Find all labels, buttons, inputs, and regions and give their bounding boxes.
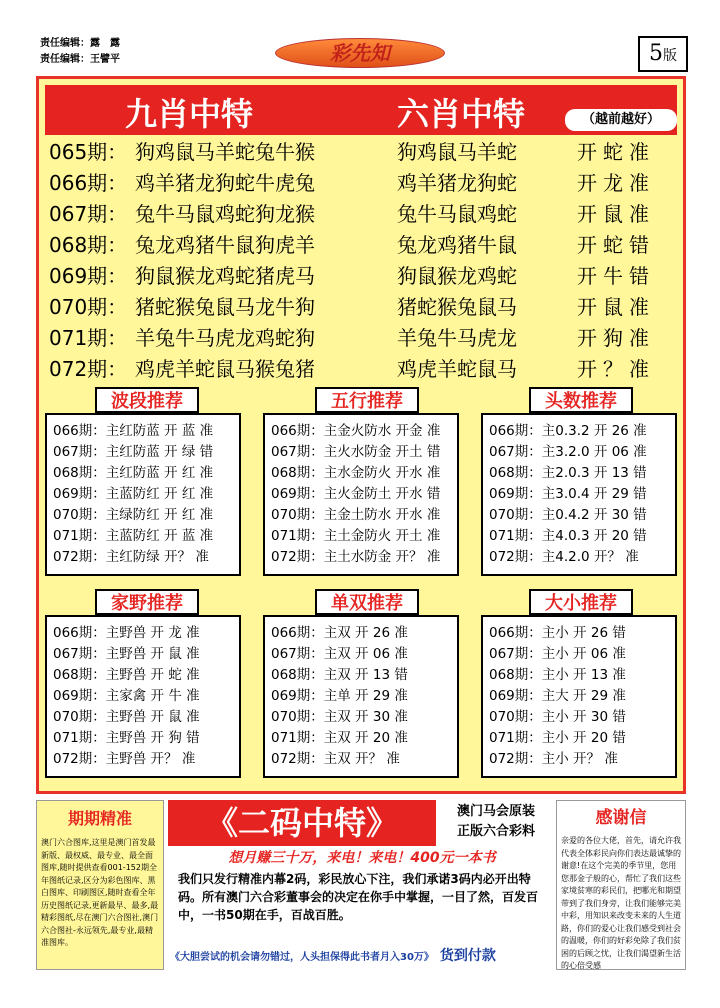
prediction-row: 069期：主3.0.4 开 29 错 <box>489 486 647 502</box>
prediction-row: 068期：主小 开 13 准 <box>489 667 626 683</box>
page-number: 5 <box>649 41 663 66</box>
prediction-row: 068期：主水金防火 开水 准 <box>271 465 441 481</box>
nine-zodiac-list: 兔龙鸡猪牛鼠狗虎羊 <box>135 233 315 257</box>
prediction-row: 066期：主小 开 26 错 <box>489 625 626 641</box>
zodiac-row <box>49 168 679 199</box>
prediction-row: 067期：主火水防金 开土 错 <box>271 444 441 460</box>
zodiac-row <box>49 230 679 261</box>
book-ad-footer <box>170 946 550 966</box>
six-zodiac-list: 兔牛马鼠鸡蛇 <box>397 202 517 226</box>
result-label: 开牛错 <box>577 264 655 288</box>
masthead-title: 彩先知 <box>275 38 445 68</box>
book-ad-side-line-2: 正版六合彩料 <box>456 824 535 839</box>
nine-zodiac-list: 猪蛇猴兔鼠马龙牛狗 <box>135 295 315 319</box>
prediction-row: 069期：主单 开 29 准 <box>271 688 408 704</box>
toushu-label: 头数推荐 <box>529 387 633 413</box>
prediction-row: 072期：主土水防金 开？ 准 <box>271 549 441 565</box>
prediction-row: 066期：主野兽 开 龙 准 <box>53 625 200 641</box>
six-zodiac-list: 狗鼠猴龙鸡蛇 <box>397 264 517 288</box>
nine-zodiac-list: 鸡羊猪龙狗蛇牛虎兔 <box>135 171 315 195</box>
page-number-badge <box>638 36 688 72</box>
period-label: 072期： <box>49 357 128 381</box>
result-label: 开龙准 <box>577 171 655 195</box>
zodiac-row <box>49 199 679 230</box>
prediction-row: 067期：主3.2.0 开 06 准 <box>489 444 647 460</box>
prediction-row: 068期：主双 开 13 错 <box>271 667 408 683</box>
prediction-row: 072期：主双 开？ 准 <box>271 751 400 767</box>
jiaye-label: 家野推荐 <box>95 589 199 615</box>
period-label: 071期： <box>49 326 128 350</box>
prediction-row: 071期：主小 开 20 错 <box>489 730 626 746</box>
prediction-row: 072期：主红防绿 开？ 准 <box>53 549 209 565</box>
result-label: 开鼠准 <box>577 295 655 319</box>
nine-zodiac-list: 鸡虎羊蛇鼠马猴兔猪 <box>135 357 315 381</box>
bottom-ads <box>36 800 686 970</box>
prediction-row: 066期：主金火防水 开金 准 <box>271 423 441 439</box>
wuxing-label: 五行推荐 <box>315 387 419 413</box>
prediction-row: 067期：主野兽 开 鼠 准 <box>53 646 200 662</box>
six-zodiac-list: 狗鸡鼠马羊蛇 <box>397 140 517 164</box>
prediction-row: 071期：主4.0.3 开 20 错 <box>489 528 647 544</box>
thank-you-letter <box>556 800 686 970</box>
prediction-row: 069期：主蓝防红 开 红 准 <box>53 486 214 502</box>
zodiac-row <box>49 323 679 354</box>
zodiac-row <box>49 137 679 168</box>
page-suffix: 版 <box>663 48 677 64</box>
zodiac-row <box>49 261 679 292</box>
daxiao-box <box>481 615 677 778</box>
prediction-row: 068期：主红防蓝 开 红 准 <box>53 465 214 481</box>
book-ad-title: 《二码中特》 <box>168 800 436 846</box>
prediction-row: 068期：主2.0.3 开 13 错 <box>489 465 647 481</box>
six-zodiac-list: 羊兔牛马虎龙 <box>397 326 517 350</box>
six-zodiac-list: 鸡羊猪龙狗蛇 <box>397 171 517 195</box>
danshuang-box <box>263 615 459 778</box>
editor-line-2: 责任编辑：王譬平 <box>40 54 120 65</box>
result-label: 开狗准 <box>577 326 655 350</box>
prediction-panel <box>36 76 686 794</box>
prediction-row: 070期：主野兽 开 鼠 准 <box>53 709 200 725</box>
six-zodiac-list: 兔龙鸡猪牛鼠 <box>397 233 517 257</box>
thank-you-title: 感谢信 <box>595 808 647 828</box>
accuracy-column <box>36 800 164 970</box>
period-label: 067期： <box>49 202 128 226</box>
book-ad-footer-text: 《大胆尝试的机会请勿错过，人头担保得此书者月入30万》 <box>170 952 434 963</box>
prediction-row: 071期：主野兽 开 狗 错 <box>53 730 200 746</box>
book-ad-slogan: 想月赚三十万，来电！来电！400元一本书 <box>228 850 496 866</box>
six-zodiac-list: 鸡虎羊蛇鼠马 <box>397 357 517 381</box>
prediction-row: 070期：主小 开 30 错 <box>489 709 626 725</box>
prediction-row: 070期：主绿防红 开 红 准 <box>53 507 214 523</box>
book-ad-side-line-1: 澳门马会原装 <box>456 804 535 819</box>
zodiac-row <box>49 354 679 385</box>
nine-zodiac-list: 羊兔牛马虎龙鸡蛇狗 <box>135 326 315 350</box>
prediction-row: 067期：主小 开 06 准 <box>489 646 626 662</box>
prediction-row: 071期：主双 开 20 准 <box>271 730 408 746</box>
result-label: 开？准 <box>577 357 655 381</box>
prediction-row: 071期：主土金防火 开土 准 <box>271 528 441 544</box>
zodiac-banner <box>45 85 677 135</box>
zodiac-row <box>49 292 679 323</box>
six-zodiac-heading: 六肖中特 <box>397 95 526 133</box>
jiaye-box <box>45 615 241 778</box>
book-ad-side <box>440 802 552 842</box>
period-label: 065期： <box>49 140 128 164</box>
prediction-row: 072期：主4.2.0 开？ 准 <box>489 549 639 565</box>
thank-you-text: 亲爱的各位大佬，首先，请允许我代表全体彩民向你们表达最诚挚的谢意!在这个完美的季节里，您用您那金子般的心，帮忙了我们这些家境贫寒的彩民们，把哪光和期望带到了我们身旁，让我们能够完美中彩，用知识来改变未来的人生道路，你们的爱心让我们感受到社会的温暖，你们的好彩免除了我们贫困的后顾之忧，让我们渴望新生活的心倍受感 <box>561 836 681 970</box>
boduan-box <box>45 413 241 576</box>
nine-zodiac-list: 狗鸡鼠马羊蛇兔牛猴 <box>135 140 315 164</box>
cash-on-delivery-label: 货到付款 <box>439 948 496 964</box>
prediction-row: 066期：主0.3.2 开 26 准 <box>489 423 647 439</box>
editor-credits <box>40 36 120 68</box>
nine-zodiac-heading: 九肖中特 <box>125 95 254 133</box>
nine-zodiac-list: 狗鼠猴龙鸡蛇猪虎马 <box>135 264 315 288</box>
danshuang-label: 单双推荐 <box>315 589 419 615</box>
period-label: 068期： <box>49 233 128 257</box>
accuracy-text: 澳门六合图库,这里是澳门首发最新版、最权威、最专业、最全面图库,随时提供查看001-152期全年图纸记录,区分为彩色图库、黑白图库、印刷图区,随时查看全年历史图纸记录,更新最早、最多,最精彩图纸,尽在澳门六合图社,澳门六合图社-永远领先,最专业,最精准图库。 <box>41 838 159 947</box>
prediction-row: 067期：主红防蓝 开 绿 错 <box>53 444 214 460</box>
prediction-row: 069期：主家禽 开 牛 准 <box>53 688 200 704</box>
prediction-row: 066期：主双 开 26 准 <box>271 625 408 641</box>
toushu-box <box>481 413 677 576</box>
result-label: 开蛇准 <box>577 140 655 164</box>
nine-zodiac-list: 兔牛马鼠鸡蛇狗龙猴 <box>135 202 315 226</box>
boduan-label: 波段推荐 <box>95 387 199 413</box>
result-label: 开蛇错 <box>577 233 655 257</box>
book-ad-body: 我们只发行精准内幕2码，彩民放心下注，我们承诺3码内必开出特码。所有澳门六合彩董事会的决定在你手中掌握，一目了然，百发百中，一书50期在手，百战百胜。 <box>178 872 539 922</box>
prediction-row: 068期：主野兽 开 蛇 准 <box>53 667 200 683</box>
prediction-row: 072期：主小 开？ 准 <box>489 751 618 767</box>
daxiao-label: 大小推荐 <box>529 589 633 615</box>
zodiac-rows <box>49 137 679 385</box>
prediction-row: 069期：主火金防土 开水 错 <box>271 486 441 502</box>
period-label: 070期： <box>49 295 128 319</box>
banner-note: （越前越好） <box>565 109 677 131</box>
accuracy-title: 期期精准 <box>67 809 132 828</box>
prediction-row: 070期：主0.4.2 开 30 错 <box>489 507 647 523</box>
result-label: 开鼠准 <box>577 202 655 226</box>
prediction-row: 070期：主金土防水 开水 准 <box>271 507 441 523</box>
prediction-row: 067期：主双 开 06 准 <box>271 646 408 662</box>
period-label: 069期： <box>49 264 128 288</box>
book-ad <box>168 800 552 970</box>
prediction-row: 071期：主蓝防红 开 蓝 准 <box>53 528 214 544</box>
prediction-row: 069期：主大 开 29 准 <box>489 688 626 704</box>
period-label: 066期： <box>49 171 128 195</box>
prediction-row: 066期：主红防蓝 开 蓝 准 <box>53 423 214 439</box>
editor-line-1: 责任编辑：露 露 <box>40 38 120 49</box>
wuxing-box <box>263 413 459 576</box>
prediction-row: 072期：主野兽 开？ 准 <box>53 751 196 767</box>
prediction-row: 070期：主双 开 30 准 <box>271 709 408 725</box>
six-zodiac-list: 猪蛇猴兔鼠马 <box>397 295 517 319</box>
